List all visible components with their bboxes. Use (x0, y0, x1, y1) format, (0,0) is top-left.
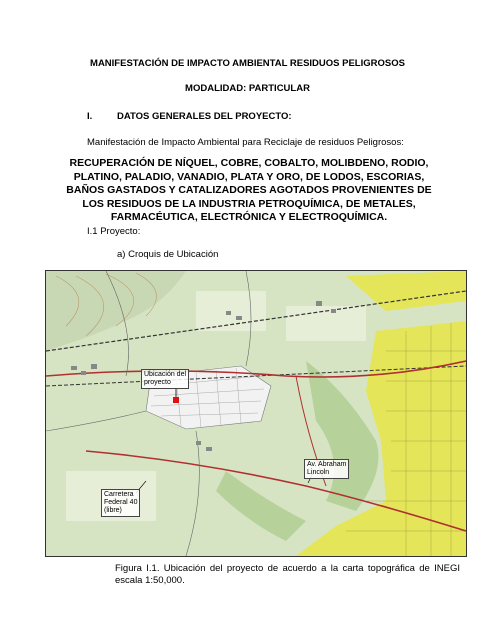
label-avenue: Av. Abraham Lincoln (304, 459, 349, 479)
item-a-heading: a) Croquis de Ubicación (117, 249, 219, 260)
intro-text: Manifestación de Impacto Ambiental para Reciclaje de residuos Peligrosos: (87, 137, 404, 148)
document-title: MANIFESTACIÓN DE IMPACTO AMBIENTAL RESIDUOS PELIGROSOS (90, 58, 405, 69)
location-map (45, 270, 467, 557)
section-title: DATOS GENERALES DEL PROYECTO: (117, 111, 292, 122)
modality-heading: MODALIDAD: PARTICULAR (185, 83, 310, 94)
label-highway: Carretera Federal 40 (libre) (101, 489, 140, 517)
figure-caption: Figura I.1. Ubicación del proyecto de acuerdo a la carta topográfica de INEGI escala 1:50,000. (115, 563, 460, 586)
project-site-marker (173, 397, 179, 403)
project-title: RECUPERACIÓN DE NÍQUEL, COBRE, COBALTO, MOLIBDENO, RODIO, PLATINO, PALADIO, VANADIO, PLATA Y ORO, DE LODOS, ESCORIAS, BAÑOS GASTADOS Y CATALIZADORES AGOTADOS PROVENIENTES DE LOS RESIDUOS DE LA INDUSTRIA PETROQUÍMICA, DE METALES, FARMACÉUTICA, ELECTRÓNICA Y ELECTROQUÍMICA. (66, 157, 432, 223)
subsection-heading: I.1 Proyecto: (87, 226, 141, 237)
section-number: I. (87, 111, 93, 122)
label-project-location: Ubicación del proyecto (141, 369, 189, 389)
